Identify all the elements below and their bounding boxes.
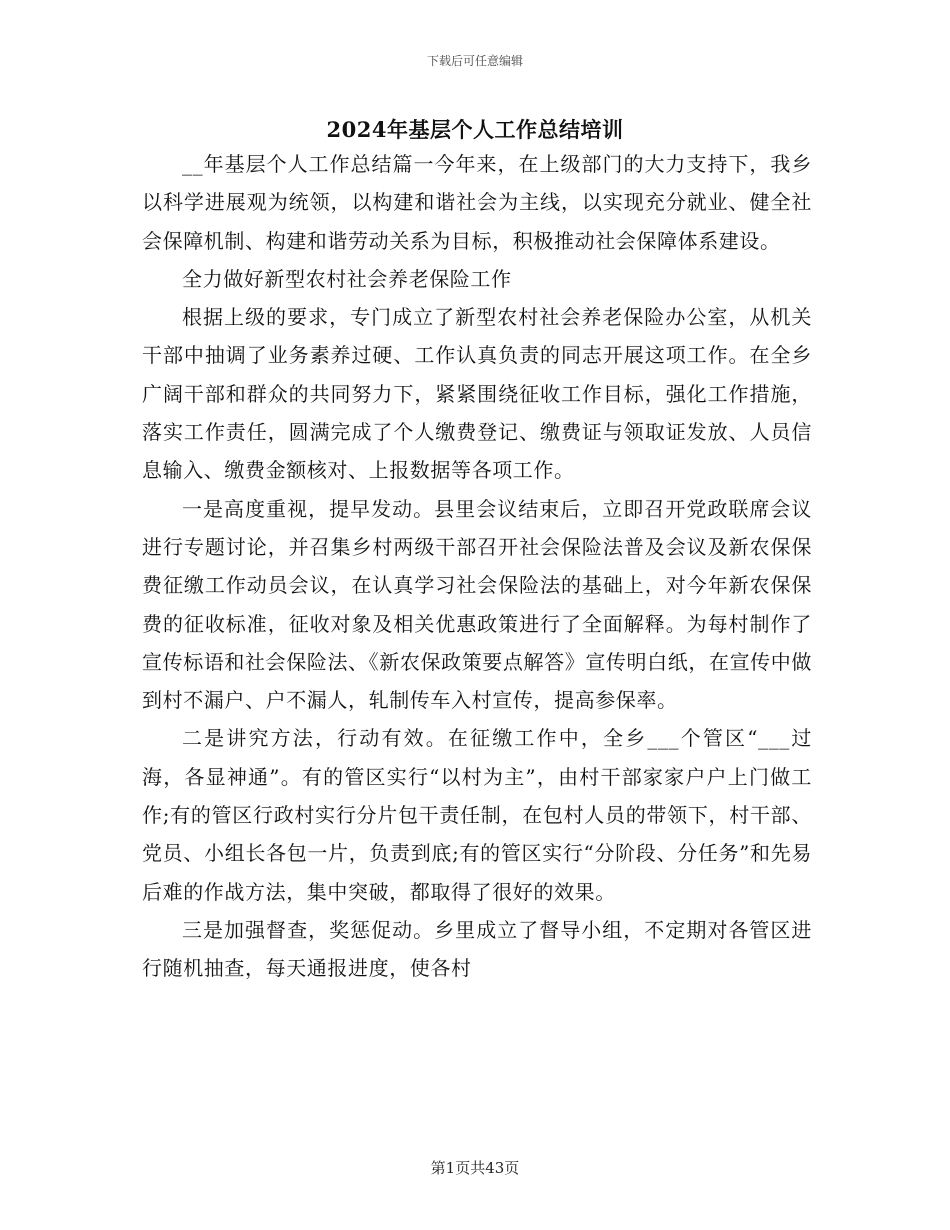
paragraph-point-one: 一是高度重视，提早发动。县里会议结束后，立即召开党政联席会议进行专题讨论，并召集乡村两级干部召开社会保险法普及会议及新农保保费征缴工作动员会议，在认真学习社会保险法的基础上，对今年新农保保费的征收标准，征收对象及相关优惠政策进行了全面解释。为每村制作了宣传标语和社会保险法、《新农保政策要点解答》宣传明白纸，在宣传中做到村不漏户、户不漏人，轧制传车入村宣传，提高参保率。 — [142, 496, 812, 713]
document-title: 2024年基层个人工作总结培训 — [326, 117, 624, 142]
page-number-footer: 第1页共43页 — [430, 1159, 520, 1177]
page-header: 下载后可任意编辑 — [426, 54, 523, 68]
document-body — [142, 145, 812, 988]
section-heading: 全力做好新型农村社会养老保险工作 — [182, 266, 512, 291]
paragraph-overview: 根据上级的要求，专门成立了新型农村社会养老保险办公室，从机关干部中抽调了业务素养过硬、工作认真负责的同志开展这项工作。在全乡广阔干部和群众的共同努力下，紧紧围绕征收工作目标，强化工作措施，落实工作责任，圆满完成了个人缴费登记、缴费证与领取证发放、人员信息输入、缴费金额核对、上报数据等各项工作。 — [142, 305, 812, 483]
paragraph-point-three: 三是加强督查，奖惩促动。乡里成立了督导小组，不定期对各管区进行随机抽查，每天通报进度，使各村 — [142, 917, 812, 981]
paragraph-intro: __年基层个人工作总结篇一今年来，在上级部门的大力支持下，我乡以科学进展观为统领，以构建和谐社会为主线，以实现充分就业、健全社会保障机制、构建和谐劳动关系为目标，积极推动社会保障体系建设。 — [142, 152, 812, 253]
paragraph-point-two: 二是讲究方法，行动有效。在征缴工作中，全乡___个管区“___过海，各显神通”。有的管区实行“以村为主”，由村干部家家户户上门做工作;有的管区行政村实行分片包干责任制，在包村人员的带领下，村干部、党员、小组长各包一片，负责到底;有的管区实行“分阶段、分任务”和先易后难的作战方法，集中突破，都取得了很好的效果。 — [142, 726, 812, 904]
